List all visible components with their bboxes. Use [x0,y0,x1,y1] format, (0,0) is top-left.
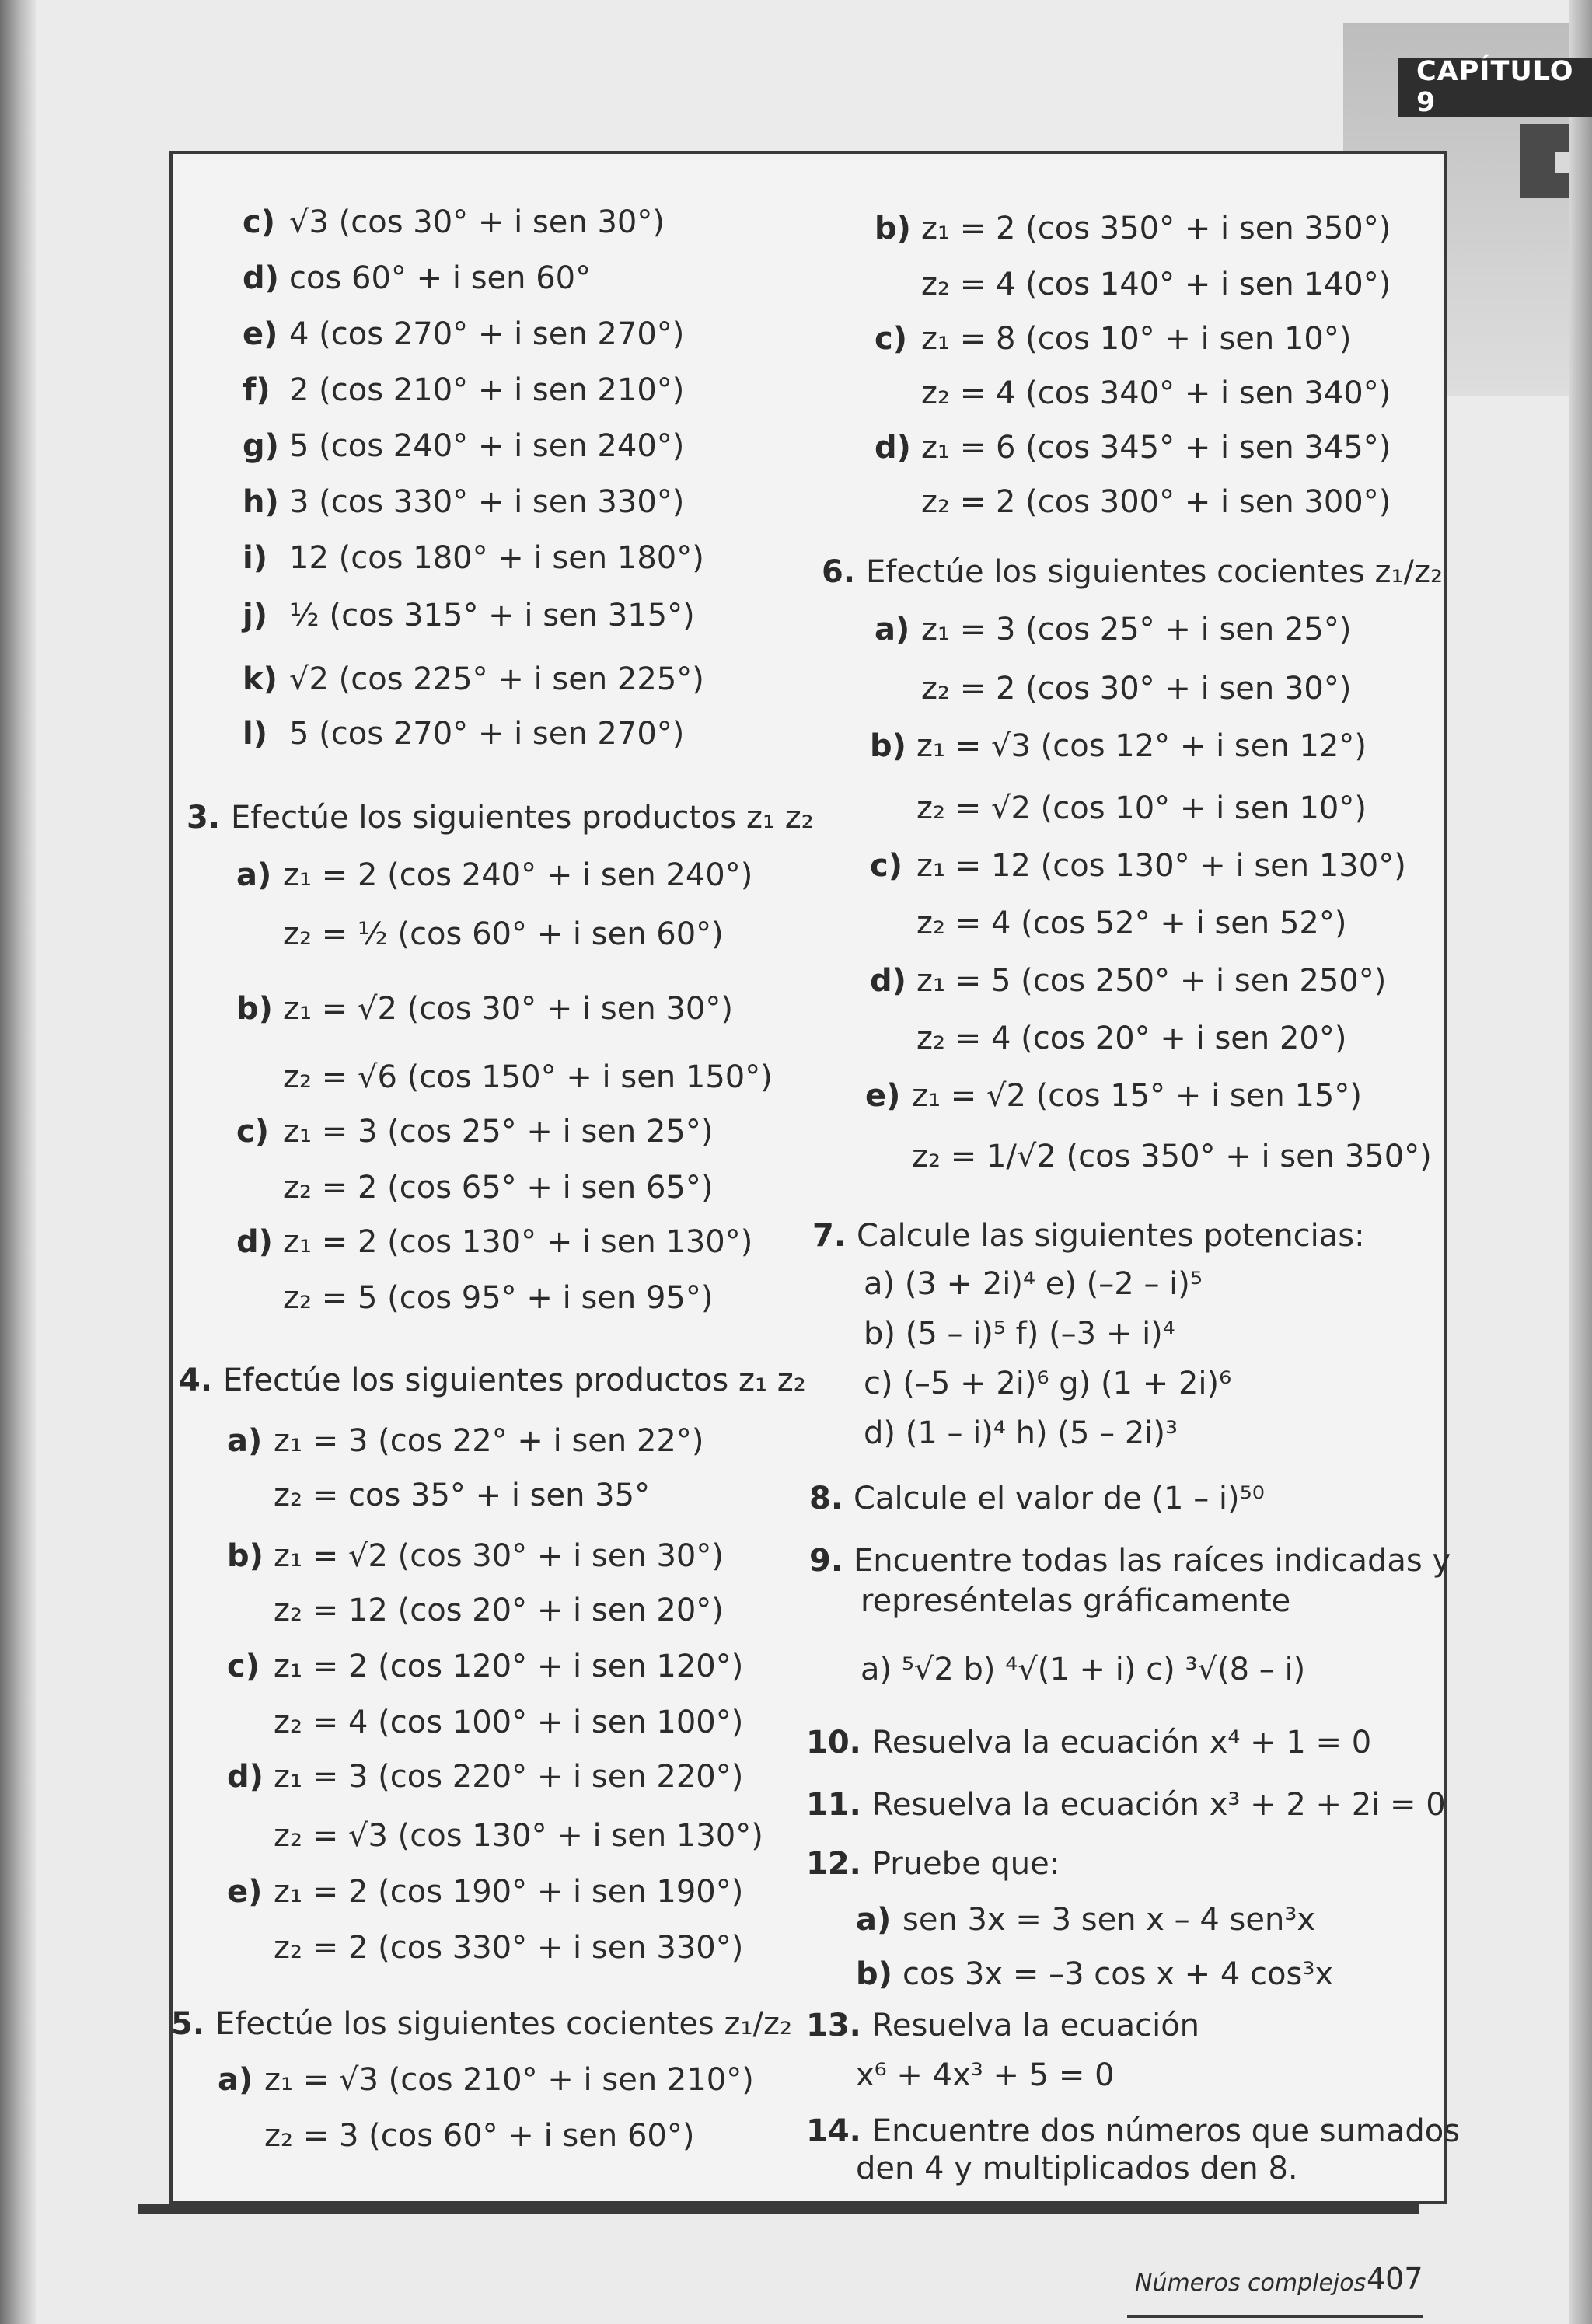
item-text: z₂ = 12 (cos 20° + i sen 20°) [274,1593,724,1628]
item-text: z₁ = 2 (cos 350° + i sen 350°) [921,211,1391,246]
exercise-line [236,1104,713,1160]
page-number: 407 [1367,2262,1423,2296]
item-text: d) (1 – i)⁴ h) (5 – 2i)³ [864,1415,1178,1451]
exercise-line [921,256,1391,312]
item-text: z₂ = 2 (cos 330° + i sen 330°) [274,1930,744,1966]
exercise-line [864,1256,1203,1312]
item-label: d) [870,963,906,999]
exercise-title: Efectúe los siguientes cocientes z₁/z₂ [215,2006,793,2042]
exercise-line [243,306,684,362]
exercise-line [218,2052,754,2108]
item-text: cos 3x = –3 cos x + 4 cos³x [902,1956,1334,1992]
item-text: ½ (cos 315° + i sen 315°) [289,598,695,633]
exercise-number: 4. [179,1363,213,1398]
item-text: z₁ = 2 (cos 130° + i sen 130°) [283,1224,753,1260]
exercise-line [218,2108,694,2164]
item-label: d) [236,1224,273,1260]
exercise-heading [806,1836,1060,1892]
exercise-line [243,588,695,644]
exercise-line [243,706,684,762]
item-text: 3 (cos 330° + i sen 330°) [289,484,685,520]
exercise-line [227,1413,703,1469]
exercise-title: Calcule las siguientes potencias: [857,1218,1365,1254]
exercise-line [916,780,1367,836]
exercise-title: Efectúe los siguientes productos z₁ z₂ [223,1363,806,1398]
exercise-number: 12. [806,1846,861,1882]
exercise-line [916,1010,1346,1066]
item-label: b) [875,211,911,246]
exercise-line [243,474,684,530]
item-text: √2 (cos 225° + i sen 225°) [289,661,704,697]
item-text: z₁ = 2 (cos 190° + i sen 190°) [274,1874,744,1910]
exercise-title: Resuelva la ecuación x⁴ + 1 = 0 [871,1725,1372,1760]
exercise-line [236,1270,713,1326]
exercise-line [227,1638,743,1694]
item-text: z₁ = 3 (cos 25° + i sen 25°) [921,612,1352,647]
item-text: cos 60° + i sen 60° [289,260,592,296]
exercise-line [916,895,1346,951]
item-text: z₁ = 12 (cos 130° + i sen 130°) [916,848,1406,884]
item-label: c) [236,1114,269,1150]
exercise-heading [806,1715,1371,1771]
item-label: h) [243,484,279,520]
exercise-line [236,847,752,903]
exercise-line [236,981,733,1037]
exercise-line [243,418,684,474]
exercise-line [861,1573,1290,1629]
exercise-line [864,1405,1178,1461]
item-text: z₂ = ½ (cos 60° + i sen 60°) [283,916,724,952]
exercise-line [243,362,684,418]
chapter-label: CAPÍTULO 9 [1416,56,1574,118]
exercise-line [856,1946,1333,2002]
item-label: j) [243,598,267,633]
item-text: z₁ = 8 (cos 10° + i sen 10°) [921,321,1352,357]
exercise-line [227,1582,724,1638]
item-text: z₂ = cos 35° + i sen 35° [274,1478,651,1513]
exercise-line [236,1049,773,1105]
exercise-line [870,838,1406,894]
exercise-title: Pruebe que: [871,1846,1060,1882]
item-text: z₂ = 2 (cos 300° + i sen 300°) [921,484,1391,520]
item-text: z₁ = 3 (cos 220° + i sen 220°) [274,1759,744,1795]
item-label: l) [243,716,267,752]
item-text: x⁶ + 4x³ + 5 = 0 [856,2057,1115,2093]
exercise-line [865,1068,1362,1124]
item-text: z₂ = 2 (cos 30° + i sen 30°) [921,671,1352,707]
exercise-line [227,1808,763,1864]
exercise-line [864,1306,1175,1362]
exercise-heading [806,1777,1446,1833]
item-text: z₂ = 4 (cos 340° + i sen 340°) [921,375,1391,411]
exercise-line [921,661,1351,717]
exercise-line [875,420,1391,476]
frame-bottom-bar [138,2204,1419,2214]
exercise-title: Efectúe los siguientes productos z₁ z₂ [231,800,814,836]
item-label: b) [227,1538,264,1574]
item-text: z₁ = √2 (cos 15° + i sen 15°) [912,1078,1362,1114]
item-text: z₁ = 3 (cos 22° + i sen 22°) [274,1423,704,1459]
exercise-heading [179,1352,806,1408]
item-text: 12 (cos 180° + i sen 180°) [289,540,704,576]
exercise-title: Resuelva la ecuación x³ + 2 + 2i = 0 [871,1787,1446,1823]
item-text: z₂ = 4 (cos 140° + i sen 140°) [921,267,1391,302]
item-text: b) (5 – i)⁵ f) (–3 + i)⁴ [864,1316,1175,1352]
item-text: z₂ = 4 (cos 100° + i sen 100°) [274,1705,744,1740]
exercise-number: 8. [809,1481,843,1516]
item-label: e) [865,1078,901,1114]
exercise-title: Resuelva la ecuación [871,2008,1200,2043]
item-text: z₁ = √3 (cos 12° + i sen 12°) [916,728,1367,764]
exercise-line [875,311,1351,367]
exercise-line [870,953,1386,1009]
exercise-line [243,530,704,586]
exercise-line [243,194,665,250]
item-text: z₁ = √2 (cos 30° + i sen 30°) [274,1538,724,1574]
item-text: z₁ = 3 (cos 25° + i sen 25°) [283,1114,714,1150]
item-text: √3 (cos 30° + i sen 30°) [289,204,665,240]
exercise-line [227,1749,743,1805]
footer-title: Números complejos [1135,2270,1367,2297]
exercise-line [227,1920,743,1976]
item-text: z₁ = √3 (cos 210° + i sen 210°) [264,2062,754,2098]
item-label: g) [243,428,279,464]
item-text: z₁ = √2 (cos 30° + i sen 30°) [283,991,733,1027]
exercise-line [861,1642,1305,1698]
exercise-line [875,602,1351,658]
item-text: z₁ = 2 (cos 120° + i sen 120°) [274,1649,744,1684]
item-text: z₂ = 4 (cos 20° + i sen 20°) [916,1021,1347,1056]
exercise-line [243,250,591,306]
item-label: i) [243,540,267,576]
item-text: represéntelas gráficamente [861,1583,1291,1619]
item-text: z₁ = 5 (cos 250° + i sen 250°) [916,963,1387,999]
exercise-number: 3. [187,800,221,836]
exercise-line [236,1160,713,1216]
exercise-title: Calcule el valor de (1 – i)⁵⁰ [854,1481,1265,1516]
item-label: e) [243,316,278,352]
item-text: z₂ = √2 (cos 10° + i sen 10°) [916,790,1367,826]
item-label: a) [227,1423,263,1459]
item-text: z₂ = √6 (cos 150° + i sen 150°) [283,1059,773,1095]
exercise-number: 9. [809,1543,843,1579]
exercise-title: Encuentre dos números que sumados [871,2113,1461,2149]
exercise-line [227,1467,650,1523]
exercise-heading [822,544,1443,600]
item-text: z₂ = 5 (cos 95° + i sen 95°) [283,1280,714,1316]
exercise-line [870,718,1367,774]
item-text: 2 (cos 210° + i sen 210°) [289,372,685,408]
exercise-line [227,1694,743,1750]
item-label: b) [870,728,906,764]
exercise-line [875,201,1391,256]
item-label: a) [875,612,910,647]
exercise-number: 5. [171,2006,205,2042]
item-label: c) [870,848,902,884]
exercise-heading [806,1998,1199,2054]
item-text: z₂ = 1/√2 (cos 350° + i sen 350°) [912,1139,1432,1174]
item-text: z₂ = 3 (cos 60° + i sen 60°) [264,2118,695,2154]
exercise-line [864,1356,1231,1411]
item-text: z₂ = √3 (cos 130° + i sen 130°) [274,1818,763,1854]
exercise-line [236,1214,752,1270]
item-label: c) [227,1649,260,1684]
item-label: d) [875,430,911,466]
item-label: k) [243,661,278,697]
exercise-number: 7. [812,1218,847,1254]
chapter-tab [1398,58,1592,117]
item-label: d) [227,1759,264,1795]
item-text: a) ⁵√2 b) ⁴√(1 + i) c) ³√(8 – i) [861,1652,1306,1687]
item-text: sen 3x = 3 sen x – 4 sen³x [902,1902,1316,1938]
page-right-edge [1569,0,1592,2324]
exercise-heading [187,790,814,846]
exercise-number: 10. [806,1725,861,1760]
exercise-line [227,1864,743,1920]
exercise-number: 14. [806,2113,861,2149]
item-label: a) [856,1902,892,1938]
item-label: e) [227,1874,263,1910]
item-text: 5 (cos 270° + i sen 270°) [289,716,685,752]
item-text: 5 (cos 240° + i sen 240°) [289,428,685,464]
exercise-line [227,1528,724,1584]
item-label: b) [236,991,273,1027]
item-text: z₁ = 2 (cos 240° + i sen 240°) [283,857,753,893]
exercise-line [921,474,1391,530]
exercise-number: 6. [822,554,856,590]
exercise-line [921,365,1391,421]
item-label: d) [243,260,279,296]
item-text: z₂ = 2 (cos 65° + i sen 65°) [283,1170,714,1206]
exercise-line [856,1892,1315,1948]
item-label: b) [856,1956,892,1992]
item-label: c) [243,204,275,240]
exercise-line [236,906,724,962]
item-text: c) (–5 + 2i)⁶ g) (1 + 2i)⁶ [864,1366,1232,1401]
item-text: z₂ = 4 (cos 52° + i sen 52°) [916,906,1347,941]
exercise-line [856,2141,1298,2197]
item-label: c) [875,321,907,357]
item-label: f) [243,372,271,408]
exercise-title: Encuentre todas las raíces indicadas y [854,1543,1451,1579]
exercise-line [856,2047,1115,2103]
exercise-number: 11. [806,1787,861,1823]
item-text: den 4 y multiplicados den 8. [856,2151,1298,2186]
exercise-line [912,1129,1432,1185]
item-label: a) [236,857,272,893]
page-gutter-shadow [0,0,36,2324]
exercise-heading [171,1996,792,2052]
exercise-number: 13. [806,2008,861,2043]
exercise-heading [809,1471,1265,1527]
item-label: a) [218,2062,253,2098]
exercise-line [243,651,704,707]
exercise-title: Efectúe los siguientes cocientes z₁/z₂ [866,554,1444,590]
item-text: z₁ = 6 (cos 345° + i sen 345°) [921,430,1391,466]
footer-rule [1127,2315,1423,2318]
item-text: 4 (cos 270° + i sen 270°) [289,316,685,352]
item-text: a) (3 + 2i)⁴ e) (–2 – i)⁵ [864,1266,1203,1302]
